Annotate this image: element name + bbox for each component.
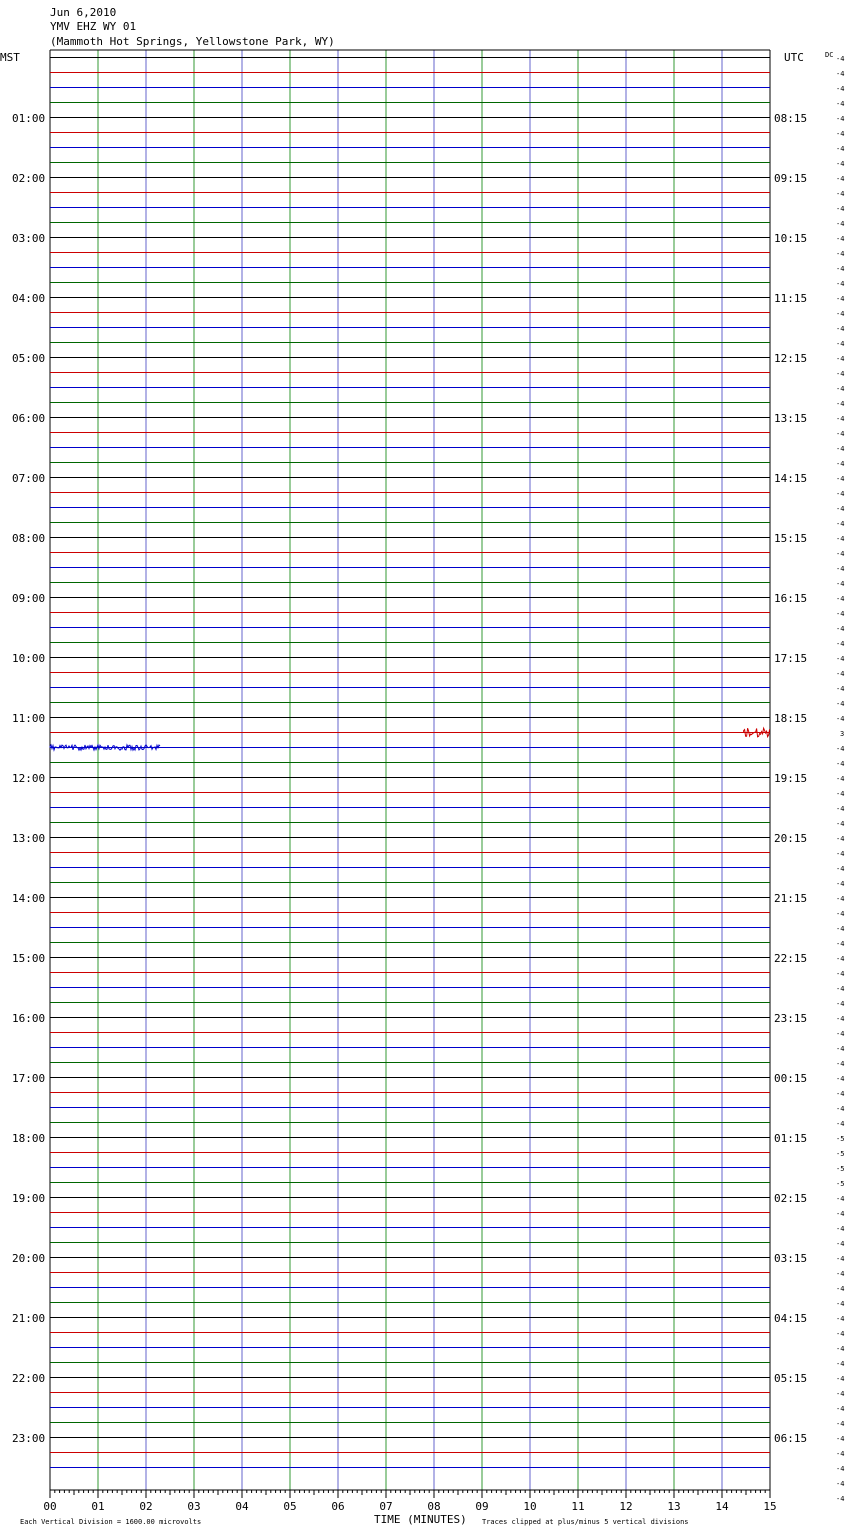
x-tick-label: 00 (43, 1500, 57, 1513)
dc-offset-label: -4 (836, 625, 845, 633)
dc-offset-label: -4 (836, 580, 845, 588)
dc-offset-label: -4 (836, 1435, 845, 1443)
dc-offset-label: -4 (836, 445, 845, 453)
dc-offset-label: -4 (836, 685, 845, 693)
dc-offset-label: -4 (836, 1495, 845, 1503)
clip-note: Traces clipped at plus/minus 5 vertical divisions (482, 1518, 689, 1526)
chart-station: YMV EHZ WY 01 (50, 20, 137, 33)
utc-hour-labels (774, 112, 807, 1445)
x-tick-label: 04 (235, 1500, 249, 1513)
x-tick-label: 03 (187, 1500, 201, 1513)
dc-offset-label: -4 (836, 130, 845, 138)
dc-offset-label: -4 (836, 955, 845, 963)
dc-offset-label: -4 (836, 790, 845, 798)
mst-hour-labels (12, 112, 45, 1445)
dc-offset-label: -4 (836, 610, 845, 618)
dc-offset-label: -4 (836, 85, 845, 93)
dc-offset-label: -4 (836, 1090, 845, 1098)
mst-hour-label: 16:00 (12, 1012, 46, 1025)
dc-offset-label: -4 (836, 760, 845, 768)
mst-hour-label: 06:00 (12, 412, 46, 425)
dc-offset-label: -4 (836, 355, 845, 363)
dc-offset-label: -4 (836, 1120, 845, 1128)
utc-hour-label: 12:15 (774, 352, 808, 365)
mst-hour-label: 21:00 (12, 1312, 46, 1325)
x-tick-label: 14 (715, 1500, 729, 1513)
chart-date: Jun 6,2010 (50, 6, 117, 19)
utc-hour-label: 17:15 (774, 652, 808, 665)
dc-offset-label: -4 (836, 160, 845, 168)
utc-hour-label: 01:15 (774, 1132, 808, 1145)
dc-offset-label: -4 (836, 1015, 845, 1023)
x-tick-label: 06 (331, 1500, 345, 1513)
dc-offset-label: -4 (836, 1045, 845, 1053)
dc-offset-label: -4 (836, 715, 845, 723)
x-tick-label: 11 (571, 1500, 585, 1513)
dc-offset-label: -4 (836, 1330, 845, 1338)
dc-offset-label: -4 (836, 550, 845, 558)
dc-offset-label: -4 (836, 460, 845, 468)
dc-offset-label: -4 (836, 1360, 845, 1368)
dc-offset-label: -4 (836, 175, 845, 183)
dc-offset-label: -4 (836, 1285, 845, 1293)
scale-note: Each Vertical Division = 1600.00 microvolts (20, 1518, 202, 1526)
dc-offset-label: -4 (836, 430, 845, 438)
x-tick-label: 02 (139, 1500, 153, 1513)
dc-offset-label: -4 (836, 595, 845, 603)
dc-offset-label: -4 (836, 505, 845, 513)
dc-offset-label: -4 (836, 235, 845, 243)
right-zone-label: UTC (784, 51, 804, 64)
mst-hour-label: 19:00 (12, 1192, 46, 1205)
dc-offset-label: -5 (836, 1180, 845, 1188)
dc-offset-label: -4 (836, 385, 845, 393)
dc-offset-label: -4 (836, 835, 845, 843)
chart-location: (Mammoth Hot Springs, Yellowstone Park, WY) (50, 35, 335, 48)
dc-offset-label: -4 (836, 970, 845, 978)
dc-offset-label: -4 (836, 1375, 845, 1383)
utc-hour-label: 02:15 (774, 1192, 808, 1205)
dc-label: DC (825, 51, 834, 59)
dc-offset-label: -4 (836, 1255, 845, 1263)
dc-offset-label: -4 (836, 145, 845, 153)
utc-hour-label: 00:15 (774, 1072, 808, 1085)
x-axis-title: TIME (MINUTES) (374, 1513, 467, 1526)
dc-offset-label: -4 (836, 1060, 845, 1068)
mst-hour-label: 03:00 (12, 232, 46, 245)
x-tick-label: 12 (619, 1500, 633, 1513)
mst-hour-label: 04:00 (12, 292, 46, 305)
dc-offset-label: -4 (836, 1450, 845, 1458)
event-trace (744, 728, 770, 737)
dc-offset-label: -4 (836, 670, 845, 678)
mst-hour-label: 22:00 (12, 1372, 46, 1385)
mst-hour-label: 11:00 (12, 712, 46, 725)
dc-offset-label: -4 (836, 820, 845, 828)
utc-hour-label: 14:15 (774, 472, 808, 485)
dc-offset-label: -4 (836, 1345, 845, 1353)
dc-offset-label: -4 (836, 1465, 845, 1473)
x-tick-label: 10 (523, 1500, 537, 1513)
dc-offset-label: -4 (836, 100, 845, 108)
utc-hour-label: 05:15 (774, 1372, 808, 1385)
mst-hour-label: 12:00 (12, 772, 46, 785)
dc-offset-label: -5 (836, 1135, 845, 1143)
dc-offset-label: -4 (836, 1240, 845, 1248)
dc-offset-label: -4 (836, 325, 845, 333)
utc-hour-label: 22:15 (774, 952, 808, 965)
mst-hour-label: 20:00 (12, 1252, 46, 1265)
dc-offset-label: -4 (836, 415, 845, 423)
utc-hour-label: 15:15 (774, 532, 808, 545)
dc-offset-label: -4 (836, 940, 845, 948)
dc-offset-label: -4 (836, 70, 845, 78)
mst-hour-label: 23:00 (12, 1432, 46, 1445)
dc-offset-label: -4 (836, 400, 845, 408)
dc-offset-label: -4 (836, 250, 845, 258)
dc-offset-label: -4 (836, 1270, 845, 1278)
mst-hour-label: 05:00 (12, 352, 46, 365)
dc-offset-label: -4 (836, 1105, 845, 1113)
mst-hour-label: 09:00 (12, 592, 46, 605)
dc-offset-label: -4 (836, 1390, 845, 1398)
dc-offset-label: -4 (836, 1480, 845, 1488)
dc-offset-label: -4 (836, 1405, 845, 1413)
dc-offset-label: -4 (836, 1075, 845, 1083)
dc-offset-label: -4 (836, 910, 845, 918)
mst-hour-label: 14:00 (12, 892, 46, 905)
dc-offset-label: -4 (836, 490, 845, 498)
dc-offset-label: -4 (836, 1225, 845, 1233)
x-axis (43, 1490, 776, 1513)
dc-offset-label: -4 (836, 115, 845, 123)
dc-offset-label: -4 (836, 895, 845, 903)
dc-offset-label: -4 (836, 985, 845, 993)
x-tick-label: 15 (763, 1500, 777, 1513)
x-tick-label: 07 (379, 1500, 393, 1513)
dc-offset-label: -4 (836, 1000, 845, 1008)
utc-hour-label: 21:15 (774, 892, 808, 905)
utc-hour-label: 11:15 (774, 292, 808, 305)
left-zone-label: MST (0, 51, 20, 64)
dc-offset-label: -4 (836, 865, 845, 873)
dc-offset-label: -4 (836, 220, 845, 228)
dc-offset-label: -4 (836, 205, 845, 213)
dc-offset-label: -4 (836, 475, 845, 483)
dc-offset-label: -4 (836, 310, 845, 318)
utc-hour-label: 16:15 (774, 592, 808, 605)
dc-offset-label: -4 (836, 340, 845, 348)
mst-hour-label: 07:00 (12, 472, 46, 485)
utc-hour-label: 10:15 (774, 232, 808, 245)
utc-hour-label: 13:15 (774, 412, 808, 425)
utc-hour-label: 09:15 (774, 172, 808, 185)
dc-offset-label: -4 (836, 1300, 845, 1308)
utc-hour-label: 19:15 (774, 772, 808, 785)
x-tick-label: 05 (283, 1500, 297, 1513)
dc-offset-label: -4 (836, 655, 845, 663)
dc-offset-label: -4 (836, 1195, 845, 1203)
dc-offset-label: -4 (836, 745, 845, 753)
dc-offset-label: -4 (836, 1210, 845, 1218)
dc-offset-label: -4 (836, 1315, 845, 1323)
trace-lines (50, 58, 770, 1468)
dc-offset-label: -4 (836, 805, 845, 813)
mst-hour-label: 17:00 (12, 1072, 46, 1085)
mst-hour-label: 15:00 (12, 952, 46, 965)
seismic-events (50, 728, 770, 750)
dc-offset-label: -4 (836, 700, 845, 708)
dc-offset-label: 3 (840, 730, 845, 738)
dc-offset-label: -4 (836, 295, 845, 303)
x-tick-label: 09 (475, 1500, 489, 1513)
minute-grid (50, 50, 770, 1490)
dc-offset-label: -4 (836, 190, 845, 198)
dc-offset-label: -4 (836, 520, 845, 528)
dc-offset-labels (836, 55, 844, 1503)
dc-offset-label: -4 (836, 565, 845, 573)
dc-offset-label: -4 (836, 280, 845, 288)
utc-hour-label: 08:15 (774, 112, 808, 125)
mst-hour-label: 13:00 (12, 832, 46, 845)
dc-offset-label: -4 (836, 535, 845, 543)
dc-offset-label: -4 (836, 850, 845, 858)
dc-offset-label: -4 (836, 925, 845, 933)
dc-offset-label: -5 (836, 1150, 845, 1158)
dc-offset-label: -4 (836, 880, 845, 888)
x-tick-label: 01 (91, 1500, 105, 1513)
utc-hour-label: 06:15 (774, 1432, 808, 1445)
mst-hour-label: 01:00 (12, 112, 46, 125)
dc-offset-label: -4 (836, 370, 845, 378)
dc-offset-label: -4 (836, 775, 845, 783)
utc-hour-label: 23:15 (774, 1012, 808, 1025)
mst-hour-label: 10:00 (12, 652, 46, 665)
mst-hour-label: 18:00 (12, 1132, 46, 1145)
dc-offset-label: -4 (836, 1030, 845, 1038)
dc-offset-label: -4 (836, 1420, 845, 1428)
dc-offset-label: -4 (836, 640, 845, 648)
x-tick-label: 08 (427, 1500, 441, 1513)
dc-offset-label: -4 (836, 265, 845, 273)
utc-hour-label: 04:15 (774, 1312, 808, 1325)
dc-offset-label: -4 (836, 55, 845, 63)
utc-hour-label: 03:15 (774, 1252, 808, 1265)
mst-hour-label: 02:00 (12, 172, 46, 185)
x-tick-label: 13 (667, 1500, 681, 1513)
utc-hour-label: 18:15 (774, 712, 808, 725)
dc-offset-label: -5 (836, 1165, 845, 1173)
mst-hour-label: 08:00 (12, 532, 46, 545)
utc-hour-label: 20:15 (774, 832, 808, 845)
